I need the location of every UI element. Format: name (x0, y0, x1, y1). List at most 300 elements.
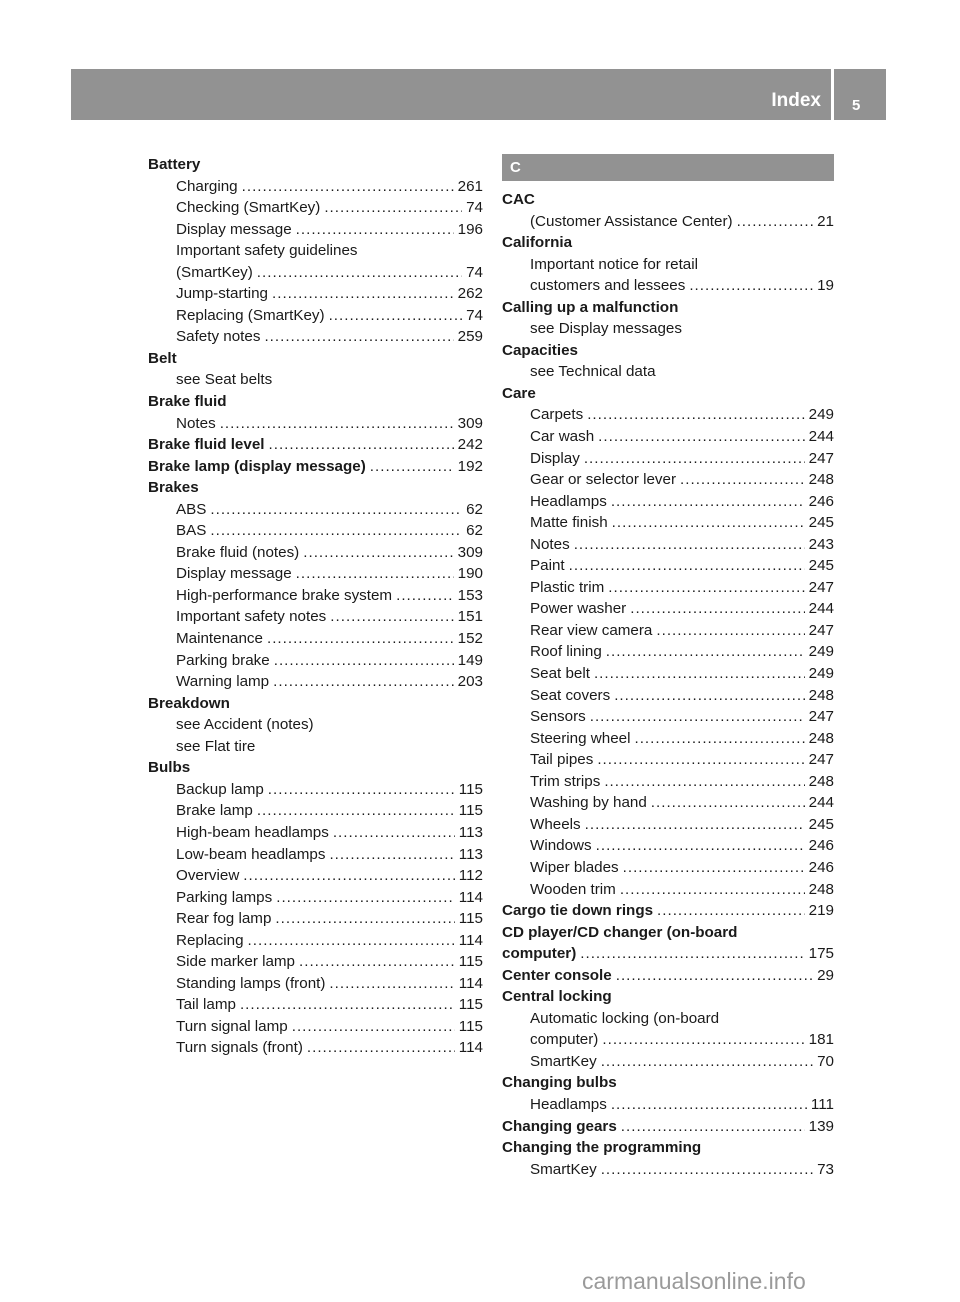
page-reference[interactable]: 115 (458, 1017, 483, 1035)
index-entry (148, 348, 483, 370)
index-subentry (148, 951, 483, 973)
page-reference[interactable]: 196 (457, 220, 483, 238)
entry-label: Maintenance (176, 630, 263, 648)
index-subentry (502, 1094, 834, 1116)
index-subentry (502, 254, 834, 276)
entry-label: Brake fluid (148, 393, 227, 411)
page-reference[interactable]: 111 (810, 1095, 834, 1113)
entry-label: Battery (148, 156, 201, 173)
index-subentry (502, 641, 834, 663)
dot-leader (612, 512, 805, 534)
entry-label: Cargo tie down rings (502, 902, 654, 920)
index-subentry (502, 469, 834, 491)
index-subentry (502, 318, 834, 340)
page-reference[interactable]: 245 (808, 514, 834, 532)
page-reference[interactable]: 62 (466, 500, 483, 518)
page-reference[interactable]: 242 (457, 436, 483, 454)
index-entries-c (502, 189, 834, 1180)
dot-leader (370, 456, 454, 478)
dot-leader (601, 1159, 813, 1181)
dot-leader (268, 779, 455, 801)
entry-label: Brake fluid level (148, 436, 265, 454)
index-entry (502, 340, 834, 362)
entry-label: High-performance brake system (176, 586, 393, 604)
page-reference[interactable]: 248 (808, 772, 834, 790)
entry-label: Jump-starting (176, 285, 269, 303)
dot-leader (574, 534, 805, 556)
index-subentry (502, 555, 834, 577)
index-entry (502, 1116, 834, 1138)
index-subentry (502, 835, 834, 857)
entry-label: Overview (176, 867, 240, 885)
dot-leader (303, 542, 453, 564)
dot-leader (680, 469, 805, 491)
index-subentry (148, 908, 483, 930)
entry-label: (Customer Assistance Center) (530, 212, 733, 230)
index-entry (502, 922, 834, 944)
index-entry (502, 986, 834, 1008)
entry-label: CAC (502, 191, 535, 208)
page-reference[interactable]: 112 (458, 867, 483, 885)
entry-label: Capacities (502, 341, 578, 359)
page-reference[interactable]: 249 (808, 643, 834, 661)
index-subentry (148, 887, 483, 909)
page-reference[interactable]: 152 (457, 630, 483, 648)
dot-leader (657, 900, 805, 922)
index-entry (148, 434, 483, 456)
dot-leader (630, 598, 804, 620)
dot-leader (620, 879, 805, 901)
page-reference[interactable]: 249 (808, 406, 834, 424)
entry-label: Breakdown (148, 694, 230, 712)
page-reference[interactable]: 259 (457, 328, 483, 346)
entry-label: Rear view camera (530, 621, 653, 639)
page-reference[interactable]: 153 (457, 586, 483, 604)
dot-leader (396, 585, 454, 607)
index-subentry (502, 749, 834, 771)
entry-label: Display message (176, 220, 292, 238)
page-reference[interactable]: 151 (457, 608, 483, 626)
index-subentry (502, 534, 834, 556)
entry-label: Care (502, 384, 536, 402)
section-title: Index (771, 90, 821, 111)
page-reference[interactable]: 261 (457, 177, 483, 195)
index-entry (502, 1137, 834, 1159)
page-reference[interactable]: 246 (808, 492, 834, 510)
index-subentry (148, 305, 483, 327)
index-subentry (502, 577, 834, 599)
dot-leader (584, 448, 805, 470)
entry-label: Paint (530, 557, 565, 575)
page-reference[interactable]: 115 (458, 910, 483, 928)
dot-leader (333, 822, 455, 844)
index-entry (148, 456, 483, 478)
index-subentry (502, 685, 834, 707)
entry-label: Headlamps (530, 1095, 607, 1113)
section-header-bar (71, 69, 831, 120)
entry-label: see Flat tire (176, 737, 256, 755)
dot-leader (274, 650, 454, 672)
entry-label: Washing by hand (530, 794, 647, 812)
page-reference[interactable]: 149 (457, 651, 483, 669)
index-subentry (148, 930, 483, 952)
entry-label: Brakes (148, 479, 199, 497)
entry-label: Trim strips (530, 772, 601, 790)
entry-label: Rear fog lamp (176, 910, 272, 928)
entry-label: computer) (502, 945, 577, 963)
index-subentry (502, 814, 834, 836)
index-entry (502, 1072, 834, 1094)
page-reference[interactable]: 70 (817, 1052, 834, 1070)
entry-label: Steering wheel (530, 729, 631, 747)
dot-leader (299, 951, 455, 973)
index-subentry (502, 1159, 834, 1181)
index-subentry (148, 1016, 483, 1038)
page-reference[interactable]: 114 (458, 974, 483, 992)
index-entry (502, 297, 834, 319)
entry-label: Wiper blades (530, 858, 619, 876)
entry-label: see Seat belts (176, 371, 273, 389)
entry-label: High-beam headlamps (176, 823, 329, 841)
page-reference[interactable]: 244 (808, 600, 834, 618)
index-subentry (502, 771, 834, 793)
entry-label: Parking lamps (176, 888, 273, 906)
index-subentry (148, 973, 483, 995)
page-reference[interactable]: 309 (457, 543, 483, 561)
entry-label: Replacing (SmartKey) (176, 306, 325, 324)
dot-leader (264, 326, 453, 348)
entry-label: Checking (SmartKey) (176, 199, 321, 217)
index-subentry (502, 1008, 834, 1030)
entry-label: (SmartKey) (176, 263, 253, 281)
dot-leader (611, 1094, 807, 1116)
dot-leader (585, 814, 805, 836)
page-reference[interactable]: 247 (808, 621, 834, 639)
entry-label: Gear or selector lever (530, 471, 677, 489)
page-reference[interactable]: 244 (808, 428, 834, 446)
index-subentry (148, 283, 483, 305)
page-reference[interactable]: 113 (458, 845, 483, 863)
index-subentry (148, 844, 483, 866)
index-subentry (148, 822, 483, 844)
dot-leader (608, 577, 804, 599)
index-subentry (148, 585, 483, 607)
page-reference[interactable]: 246 (808, 858, 834, 876)
page-reference[interactable]: 181 (808, 1031, 834, 1049)
index-subentry (502, 512, 834, 534)
index-subentry (502, 620, 834, 642)
index-entry (502, 189, 834, 211)
entry-label: BAS (176, 522, 207, 540)
entry-label: Center console (502, 966, 612, 984)
entry-label: Power washer (530, 600, 627, 618)
index-entry (502, 965, 834, 987)
entry-label: Roof lining (530, 643, 602, 661)
dot-leader (248, 930, 455, 952)
index-subentry (148, 219, 483, 241)
entry-label: Belt (148, 349, 177, 367)
index-subentry (148, 606, 483, 628)
dot-leader (330, 606, 453, 628)
dot-leader (598, 426, 805, 448)
page-reference[interactable]: 248 (808, 686, 834, 704)
page-reference[interactable]: 245 (808, 815, 834, 833)
entry-label: SmartKey (530, 1052, 597, 1070)
index-subentry (502, 1051, 834, 1073)
index-subentry (502, 404, 834, 426)
entry-label: Turn signals (front) (176, 1039, 303, 1057)
entry-label: Replacing (176, 931, 244, 949)
dot-leader (275, 908, 454, 930)
entry-label: Important notice for retail (530, 255, 698, 273)
page-reference[interactable]: 29 (817, 966, 834, 984)
dot-leader (272, 283, 454, 305)
dot-leader (634, 728, 804, 750)
index-entry (148, 154, 483, 176)
index-subentry (148, 520, 483, 542)
index-subentry (148, 736, 483, 758)
dot-leader (269, 434, 454, 456)
entry-label: Brake fluid (notes) (176, 543, 300, 561)
page-reference[interactable]: 248 (808, 729, 834, 747)
index-entry (502, 900, 834, 922)
entry-label: SmartKey (530, 1160, 597, 1178)
dot-leader (276, 887, 455, 909)
dot-leader (296, 563, 454, 585)
entry-label: Calling up a malfunction (502, 298, 679, 316)
entry-label: Bulbs (148, 759, 191, 777)
page-reference[interactable]: 247 (808, 578, 834, 596)
index-subentry (502, 879, 834, 901)
page-reference[interactable]: 247 (808, 449, 834, 467)
index-subentry (502, 598, 834, 620)
dot-leader (324, 197, 462, 219)
index-subentry (502, 792, 834, 814)
index-subentry (502, 448, 834, 470)
dot-leader (623, 857, 805, 879)
dot-leader (329, 844, 454, 866)
entry-label: California (502, 234, 573, 252)
page-reference[interactable]: 74 (466, 199, 483, 217)
page-reference[interactable]: 115 (458, 802, 483, 820)
entry-label: Seat belt (530, 665, 590, 683)
page-reference[interactable]: 115 (458, 996, 483, 1014)
page-reference[interactable]: 248 (808, 471, 834, 489)
dot-leader (273, 671, 454, 693)
index-subentry (148, 176, 483, 198)
entry-label: Changing the programming (502, 1139, 702, 1157)
dot-leader (220, 413, 454, 435)
dot-leader (267, 628, 454, 650)
page-reference[interactable]: 114 (458, 1039, 483, 1057)
dot-leader (689, 275, 813, 297)
index-entry (148, 693, 483, 715)
index-column-right (502, 154, 834, 1180)
page-reference[interactable]: 190 (457, 565, 483, 583)
entry-label: customers and lessees (530, 277, 686, 295)
index-subentry (148, 671, 483, 693)
index-column-left (148, 154, 483, 1059)
dot-leader (614, 685, 804, 707)
entry-label: Seat covers (530, 686, 611, 704)
page-reference[interactable]: 139 (808, 1117, 834, 1135)
entry-label: Side marker lamp (176, 953, 296, 971)
entry-label: Car wash (530, 428, 595, 446)
index-subentry (148, 779, 483, 801)
page-reference[interactable]: 219 (808, 902, 834, 920)
dot-leader (601, 1051, 813, 1073)
index-entry (502, 383, 834, 405)
entry-label: Tail lamp (176, 996, 236, 1014)
dot-leader (597, 749, 804, 771)
entry-label: Backup lamp (176, 780, 264, 798)
dot-leader (587, 404, 804, 426)
page-reference[interactable]: 247 (808, 708, 834, 726)
dot-leader (307, 1037, 455, 1059)
index-subentry (502, 1029, 834, 1051)
dot-leader (296, 219, 454, 241)
entry-label: Standing lamps (front) (176, 974, 326, 992)
page-reference[interactable]: 115 (458, 780, 483, 798)
dot-leader (737, 211, 814, 233)
dot-leader (602, 1029, 804, 1051)
dot-leader (596, 835, 805, 857)
dot-leader (240, 994, 455, 1016)
entry-label: Display (530, 449, 580, 467)
index-subentry (502, 857, 834, 879)
entry-label: Charging (176, 177, 238, 195)
page-reference[interactable]: 203 (457, 673, 483, 691)
entry-label: Changing gears (502, 1117, 617, 1135)
entry-label: Notes (176, 414, 216, 432)
entry-label: CD player/CD changer (on-board (502, 923, 738, 941)
dot-leader (604, 771, 804, 793)
index-subentry (148, 628, 483, 650)
entry-label: Important safety guidelines (176, 242, 358, 260)
entry-label: Wooden trim (530, 880, 616, 898)
entry-label: Headlamps (530, 492, 607, 510)
page-reference[interactable]: 246 (808, 837, 834, 855)
entry-label: Warning lamp (176, 673, 270, 691)
entry-label: Safety notes (176, 328, 261, 346)
page-reference[interactable]: 248 (808, 880, 834, 898)
index-subentry (502, 491, 834, 513)
dot-leader (210, 520, 462, 542)
dot-leader (569, 555, 805, 577)
page-reference[interactable]: 192 (457, 457, 483, 475)
page-reference[interactable]: 74 (466, 306, 483, 324)
page-reference[interactable]: 175 (808, 945, 834, 963)
index-subentry (148, 197, 483, 219)
page-reference[interactable]: 245 (808, 557, 834, 575)
entry-label: Notes (530, 535, 570, 553)
index-subentry (148, 800, 483, 822)
entry-label: Tail pipes (530, 751, 594, 769)
dot-leader (606, 641, 805, 663)
page-reference[interactable]: 114 (458, 931, 483, 949)
index-subentry (502, 275, 834, 297)
entry-label: Matte finish (530, 514, 608, 532)
page-reference[interactable]: 73 (817, 1160, 834, 1178)
entry-label: Automatic locking (on-board (530, 1009, 720, 1027)
entry-label: see Technical data (530, 363, 656, 381)
index-subentry (502, 426, 834, 448)
watermark: carmanualsonline.info (582, 1268, 806, 1294)
index-subentry (148, 563, 483, 585)
entry-label: computer) (530, 1031, 599, 1049)
page-reference[interactable]: 19 (817, 277, 834, 295)
dot-leader (611, 491, 805, 513)
index-subentry (148, 650, 483, 672)
entry-label: ABS (176, 500, 207, 518)
index-subentry (148, 240, 483, 262)
index-subentry (502, 663, 834, 685)
page-reference[interactable]: 21 (817, 212, 834, 230)
entry-label: Important safety notes (176, 608, 327, 626)
dot-leader (257, 800, 455, 822)
index-entry (148, 391, 483, 413)
entry-label: Low-beam headlamps (176, 845, 326, 863)
entry-label: Wheels (530, 815, 581, 833)
index-subentry (502, 706, 834, 728)
dot-leader (594, 663, 805, 685)
dot-leader (243, 865, 454, 887)
index-subentry (148, 369, 483, 391)
entry-label: Sensors (530, 708, 586, 726)
page-reference[interactable]: 247 (808, 751, 834, 769)
page-reference[interactable]: 113 (458, 823, 483, 841)
entry-label: Brake lamp (display message) (148, 457, 366, 475)
index-subentry (502, 728, 834, 750)
index-subentry (502, 211, 834, 233)
dot-leader (621, 1116, 805, 1138)
dot-leader (656, 620, 804, 642)
index-subentry (148, 994, 483, 1016)
page-reference[interactable]: 244 (808, 794, 834, 812)
dot-leader (329, 305, 463, 327)
page-reference[interactable]: 114 (458, 888, 483, 906)
index-entry (502, 232, 834, 254)
dot-leader (616, 965, 813, 987)
dot-leader (242, 176, 454, 198)
index-subentry (148, 499, 483, 521)
index-entry (148, 477, 483, 499)
page-reference[interactable]: 62 (466, 522, 483, 540)
page-reference[interactable]: 243 (808, 535, 834, 553)
page-number: 5 (852, 97, 861, 114)
entry-label: Brake lamp (176, 802, 253, 820)
entry-label: see Display messages (530, 320, 682, 338)
index-subentry (148, 262, 483, 284)
entry-label: Display message (176, 565, 292, 583)
page-reference[interactable]: 309 (457, 414, 483, 432)
page-reference[interactable]: 74 (466, 263, 483, 281)
entry-label: Turn signal lamp (176, 1017, 288, 1035)
page-reference[interactable]: 262 (457, 285, 483, 303)
index-subentry (148, 714, 483, 736)
dot-leader (580, 943, 804, 965)
dot-leader (329, 973, 454, 995)
page-reference[interactable]: 249 (808, 665, 834, 683)
page-reference[interactable]: 115 (458, 953, 483, 971)
index-entry (148, 757, 483, 779)
dot-leader (292, 1016, 455, 1038)
entry-label: Parking brake (176, 651, 270, 669)
index-entry (502, 943, 834, 965)
page-number-box (834, 69, 886, 120)
dot-leader (651, 792, 805, 814)
index-subentry (148, 865, 483, 887)
